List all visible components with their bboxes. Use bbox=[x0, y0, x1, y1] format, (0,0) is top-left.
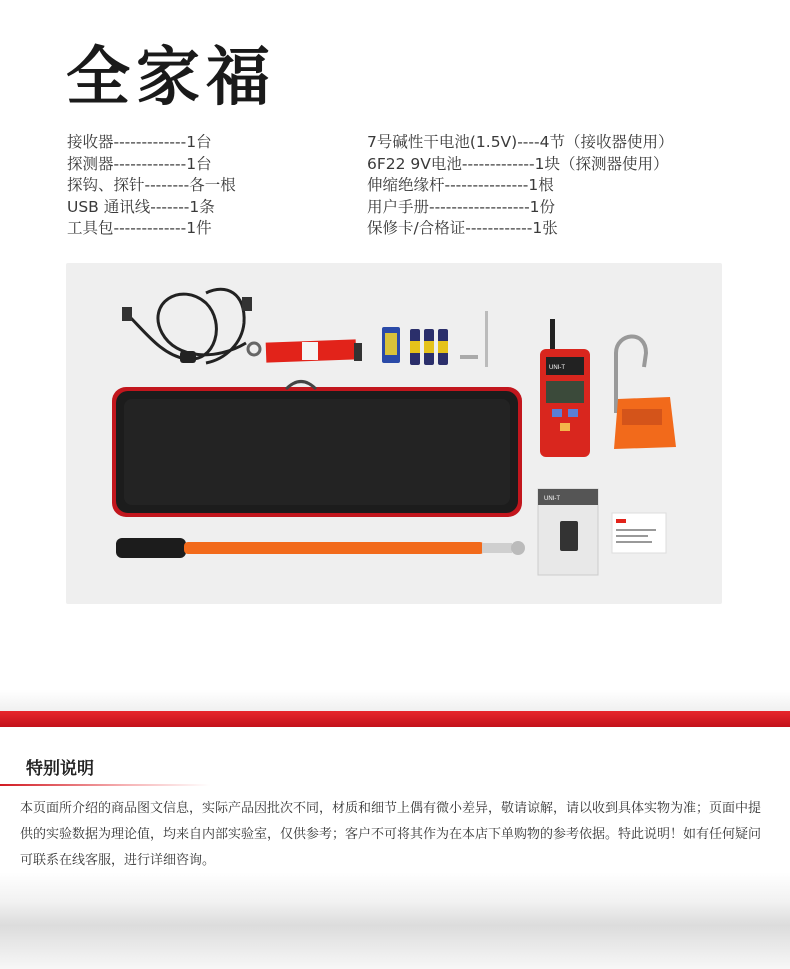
manual-brand: UNI-T bbox=[544, 496, 560, 502]
notice-underline bbox=[0, 784, 210, 786]
package-item: 保修卡/合格证------------1张 bbox=[367, 219, 558, 237]
warranty-card bbox=[612, 513, 666, 553]
notice-heading: 特别说明 bbox=[26, 759, 94, 779]
usb-cable bbox=[122, 289, 252, 363]
shoulder-strap bbox=[248, 339, 362, 362]
page-title: 全家福 bbox=[66, 41, 276, 115]
package-item: 工具包-------------1件 bbox=[67, 219, 212, 237]
package-item: 接收器-------------1台 bbox=[67, 133, 212, 151]
package-item: 探测器-------------1台 bbox=[67, 154, 212, 173]
package-list-left bbox=[67, 132, 236, 240]
probe-pin bbox=[485, 311, 488, 367]
product-photo bbox=[66, 263, 722, 604]
user-manual bbox=[538, 489, 598, 575]
package-item: 7号碱性干电池(1.5V)----4节（接收器使用） bbox=[367, 133, 674, 151]
tool-bag bbox=[112, 382, 522, 518]
device-brand: UNI-T bbox=[549, 365, 565, 371]
product-illustration bbox=[66, 263, 722, 604]
batteries bbox=[382, 327, 478, 365]
package-item: 6F22 9V电池-------------1块（探测器使用） bbox=[367, 154, 669, 173]
section-divider-band bbox=[0, 711, 790, 727]
section-divider-shadow bbox=[0, 690, 790, 711]
telescopic-pole bbox=[116, 538, 525, 558]
receiver-device bbox=[540, 319, 590, 457]
package-list-right bbox=[367, 132, 673, 240]
package-item: 伸缩绝缘杆---------------1根 bbox=[367, 176, 554, 194]
hook-detector bbox=[614, 336, 676, 449]
package-item: 探钩、探针--------各一根 bbox=[67, 176, 236, 194]
package-item: USB 通讯线-------1条 bbox=[67, 197, 215, 216]
notice-paragraph: 本页面所介绍的商品图文信息，实际产品因批次不同，材质和细节上偶有微小差异，敬请谅解，请以收到具体实物为准；页面中提供的实验数据为理论值，均来自内部实验室，仅供参考；客户不可将其作为在本店下单购物的参考依据。特此说明！如有任何疑问可联系在线客服，进行详细咨询。 bbox=[20, 801, 762, 868]
package-item: 用户手册------------------1份 bbox=[367, 197, 556, 216]
